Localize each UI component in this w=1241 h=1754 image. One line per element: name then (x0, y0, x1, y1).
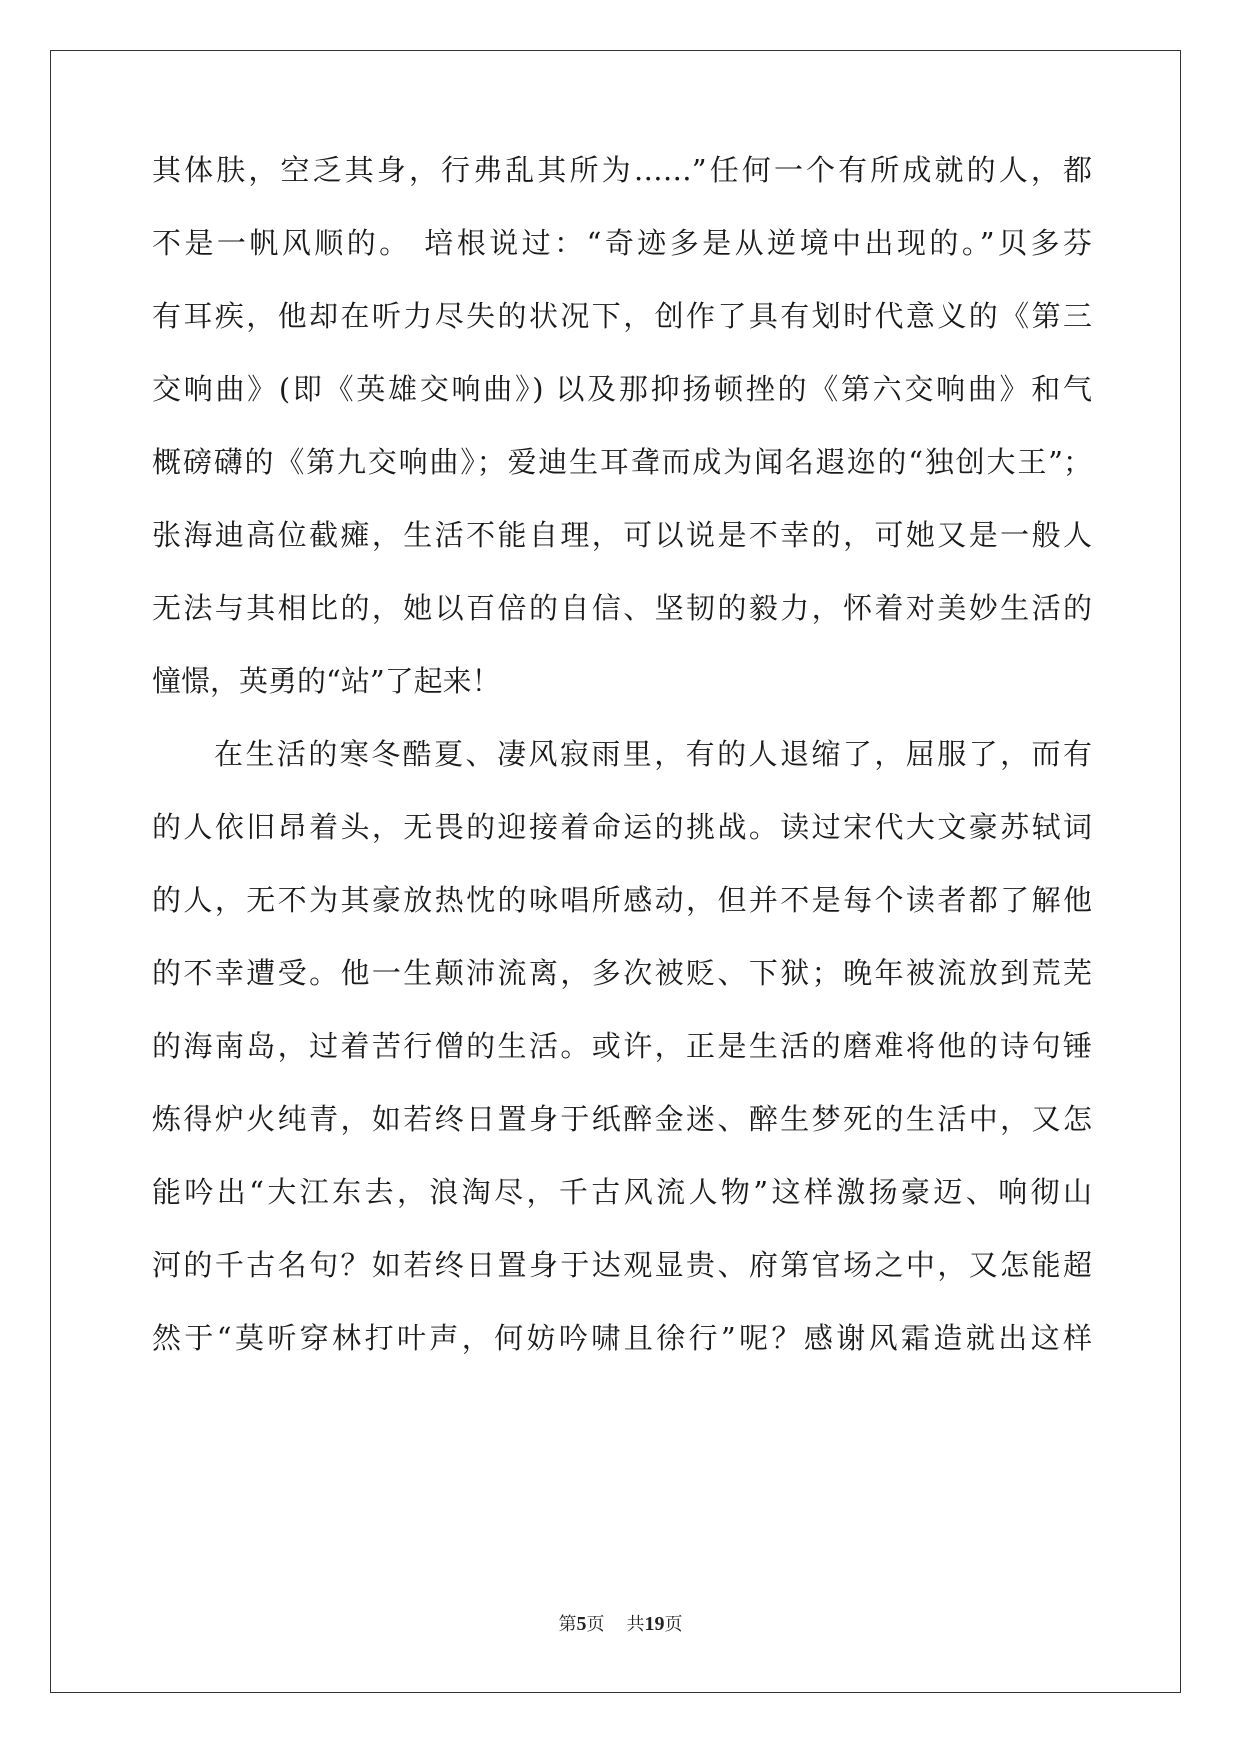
text-line-5: 概磅礴的《第九交响曲》；爱迪生耳聋而成为闻名遐迩的“独创大王”； (152, 445, 1092, 479)
page-suffix: 页 (586, 1614, 605, 1635)
text-line-12: 的不幸遭受。他一生颠沛流离，多次被贬、下狱；晚年被流放到荒芜 (152, 956, 1092, 990)
text-line-6: 张海迪高位截瘫，生活不能自理，可以说是不幸的，可她又是一般人 (152, 518, 1092, 552)
text-line-13: 的海南岛，过着苦行僧的生活。或许，正是生活的磨难将他的诗句锤 (152, 1029, 1092, 1063)
total-prefix: 共 (626, 1614, 645, 1635)
text-line-15: 能吟出“大江东去，浪淘尽，千古风流人物”这样激扬豪迈、响彻山 (152, 1175, 1092, 1209)
text-line-8: 憧憬，英勇的“站”了起来！ (152, 664, 501, 698)
page-prefix: 第 (558, 1614, 577, 1635)
text-line-17: 然于“莫听穿林打叶声，何妨吟啸且徐行”呢？感谢风霜造就出这样 (152, 1321, 1092, 1355)
page-footer (0, 1610, 1241, 1636)
text-line-4: 交响曲》(即《英雄交响曲》) 以及那抑扬顿挫的《第六交响曲》和气 (152, 372, 1092, 406)
total-pages: 19 (644, 1613, 665, 1635)
text-line-2: 不是一帆风顺的。 培根说过：“奇迹多是从逆境中出现的。”贝多芬 (152, 226, 1092, 260)
text-line-11: 的人，无不为其豪放热忱的咏唱所感动，但并不是每个读者都了解他 (152, 883, 1092, 917)
text-line-10: 的人依旧昂着头，无畏的迎接着命运的挑战。读过宋代大文豪苏轼词 (152, 810, 1092, 844)
text-line-9: 在生活的寒冬酷夏、凄风寂雨里，有的人退缩了，屈服了，而有 (214, 737, 1092, 771)
text-line-16: 河的千古名句？如若终日置身于达观显贵、府第官场之中，又怎能超 (152, 1248, 1092, 1282)
text-line-3: 有耳疾，他却在听力尽失的状况下，创作了具有划时代意义的《第三 (152, 299, 1092, 333)
text-line-14: 炼得炉火纯青，如若终日置身于纸醉金迷、醉生梦死的生活中，又怎 (152, 1102, 1092, 1136)
page-number: 5 (576, 1613, 587, 1635)
total-suffix: 页 (664, 1614, 683, 1635)
text-line-1: 其体肤，空乏其身，行弗乱其所为……”任何一个有所成就的人，都 (152, 153, 1092, 187)
text-line-7: 无法与其相比的，她以百倍的自信、坚韧的毅力，怀着对美妙生活的 (152, 591, 1092, 625)
